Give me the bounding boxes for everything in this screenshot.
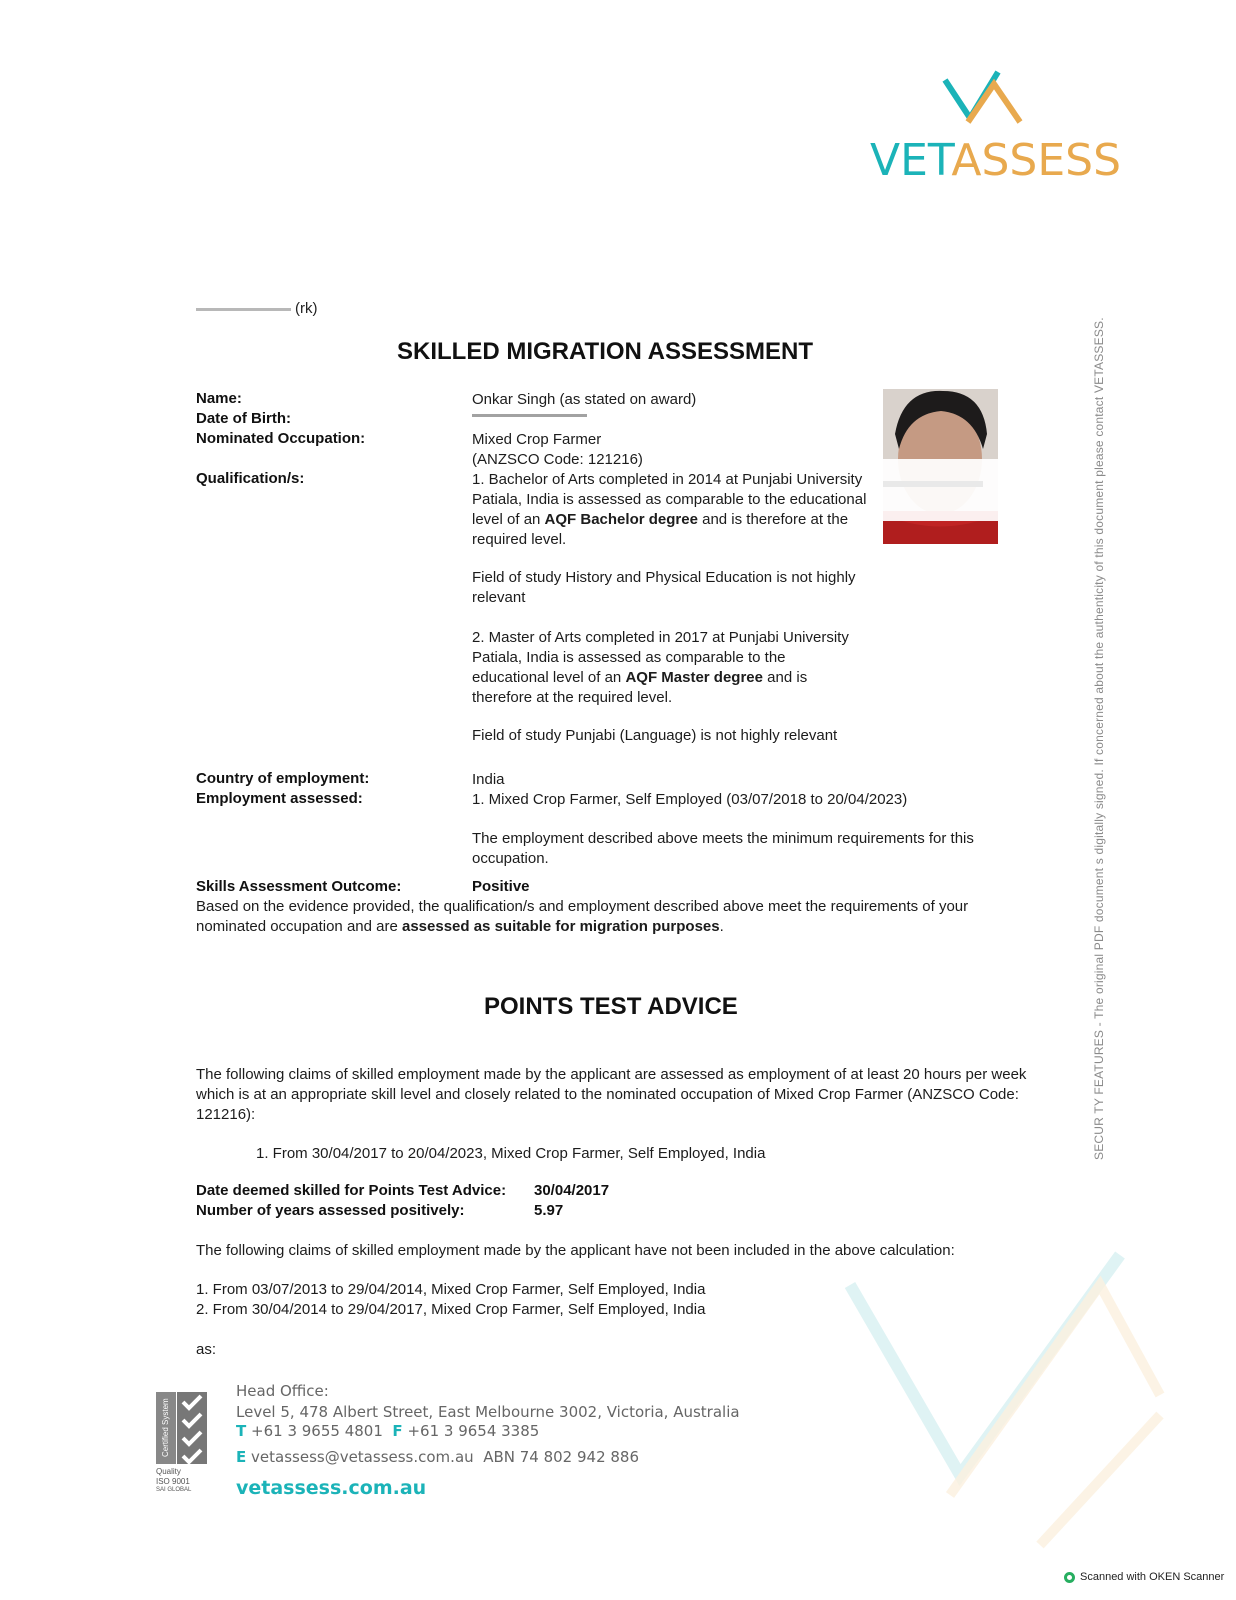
qualification-label: Qualification/s: xyxy=(196,470,305,487)
fax-label: F xyxy=(392,1422,403,1440)
redacted-reference xyxy=(196,308,291,311)
country-label: Country of employment: xyxy=(196,770,370,787)
years-label: Number of years assessed positively: xyxy=(196,1202,465,1219)
country-value: India xyxy=(472,771,505,788)
logo-assess-text: ASSESS xyxy=(951,135,1121,186)
logo-vet-text: VET xyxy=(870,135,952,186)
cert-vertical-text: Certified System xyxy=(161,1398,170,1458)
employment-meets: The employment described above meets the minimum requirements for this occupation. xyxy=(472,830,974,867)
background-check-watermark xyxy=(840,1245,1180,1555)
q1-text: 1. Bachelor of Arts completed in 2014 at Punjabi University Patiala, India is assessed as comparable to the educational level of an xyxy=(472,471,867,528)
scanner-icon xyxy=(1064,1572,1075,1583)
occupation-label: Nominated Occupation: xyxy=(196,430,366,447)
outcome-label: Skills Assessment Outcome: xyxy=(196,878,402,895)
security-watermark: SECUR TY FEATURES - The original PDF document s digitally signed. If concerned about the authenticity of this document please contact VETASSESS. xyxy=(1092,317,1106,1160)
email-address[interactable]: vetassess@vetassess.com.au xyxy=(251,1448,474,1466)
reference-number xyxy=(196,300,318,317)
qualification-2 xyxy=(472,628,864,708)
q1-text-end: and is therefore at the required level. xyxy=(472,511,849,548)
date-deemed-value: 30/04/2017 xyxy=(534,1182,610,1199)
outcome-text-bold: assessed as suitable for migration purposes xyxy=(401,918,720,935)
q1-bold: AQF Bachelor degree xyxy=(544,511,698,528)
scanned-mark xyxy=(1064,1571,1224,1583)
qualification-1-field: Field of study History and Physical Education is not highly relevant xyxy=(472,569,856,606)
vetassess-logo xyxy=(870,60,1121,190)
page-title: SKILLED MIGRATION ASSESSMENT xyxy=(397,338,814,365)
reference-suffix: (rk) xyxy=(295,300,318,317)
cert-quality: Quality xyxy=(156,1467,181,1476)
occupation-value: Mixed Crop Farmer xyxy=(472,431,602,448)
fax-number: +61 3 9654 3385 xyxy=(407,1422,540,1440)
cert-check-icon xyxy=(177,1392,207,1464)
q2-text-end: and is therefore at the required level. xyxy=(472,669,808,706)
employment-label: Employment assessed: xyxy=(196,790,363,807)
cert-iso: ISO 9001 xyxy=(156,1477,190,1486)
outcome-text-end: . xyxy=(719,918,724,935)
points-claim-1: 1. From 30/04/2017 to 20/04/2023, Mixed Crop Farmer, Self Employed, India xyxy=(256,1145,766,1162)
cert-sai: SAI GLOBAL xyxy=(156,1487,192,1493)
q2-text: 2. Master of Arts completed in 2017 at Punjabi University Patiala, India is assessed as comparable to the educational level of an xyxy=(472,629,849,686)
redacted-dob xyxy=(472,414,587,417)
excluded-claim-2: 2. From 30/04/2014 to 29/04/2017, Mixed Crop Farmer, Self Employed, India xyxy=(196,1301,706,1318)
outcome-text xyxy=(196,897,1026,937)
phone-number: +61 3 9655 4801 xyxy=(251,1422,383,1440)
cert-box xyxy=(156,1392,176,1464)
scanned-text: Scanned with OKEN Scanner xyxy=(1080,1571,1225,1583)
photo-image xyxy=(883,389,998,544)
name-value: Onkar Singh (as stated on award) xyxy=(472,391,697,408)
years-value: 5.97 xyxy=(534,1202,564,1219)
abn-number: ABN 74 802 942 886 xyxy=(483,1448,640,1466)
dob-label: Date of Birth: xyxy=(196,410,291,427)
outcome-value: Positive xyxy=(472,878,530,895)
email-label: E xyxy=(236,1448,247,1466)
qualification-2-field: Field of study Punjabi (Language) is not highly relevant xyxy=(472,727,838,744)
excluded-claim-1: 1. From 03/07/2013 to 29/04/2014, Mixed Crop Farmer, Self Employed, India xyxy=(196,1281,706,1298)
website-link[interactable]: vetassess.com.au xyxy=(236,1477,427,1499)
phone-label: T xyxy=(236,1422,247,1440)
phone-line xyxy=(236,1422,539,1440)
points-intro: The following claims of skilled employment made by the applicant are assessed as employment of at least 20 hours per week which is at an appropriate skill level and closely related to the nominated occupation of Mixed Crop Farmer (ANZSCO Code: 121216): xyxy=(196,1066,1027,1123)
name-label: Name: xyxy=(196,390,242,407)
points-title: POINTS TEST ADVICE xyxy=(484,993,738,1020)
head-office-label: Head Office: xyxy=(236,1382,329,1400)
as-text: as: xyxy=(196,1341,217,1358)
outcome-text-start: Based on the evidence provided, the qualification/s and employment described above meet the requirements of your nominated occupation and are xyxy=(196,898,969,935)
checkmark-logo-icon xyxy=(870,60,1115,140)
qualification-1 xyxy=(472,470,867,550)
anzsco-code: (ANZSCO Code: 121216) xyxy=(472,451,643,468)
logo-wordmark xyxy=(870,135,1121,186)
excluded-intro: The following claims of skilled employment made by the applicant have not been included in the above calculation: xyxy=(196,1242,955,1259)
date-deemed-label: Date deemed skilled for Points Test Advice: xyxy=(196,1182,507,1199)
email-line xyxy=(236,1448,639,1466)
q2-bold: AQF Master degree xyxy=(625,669,763,686)
employment-value: 1. Mixed Crop Farmer, Self Employed (03/07/2018 to 20/04/2023) xyxy=(472,791,908,808)
certification-badge xyxy=(156,1392,208,1492)
address: Level 5, 478 Albert Street, East Melbourne 3002, Victoria, Australia xyxy=(236,1403,740,1421)
applicant-photo xyxy=(883,389,998,544)
